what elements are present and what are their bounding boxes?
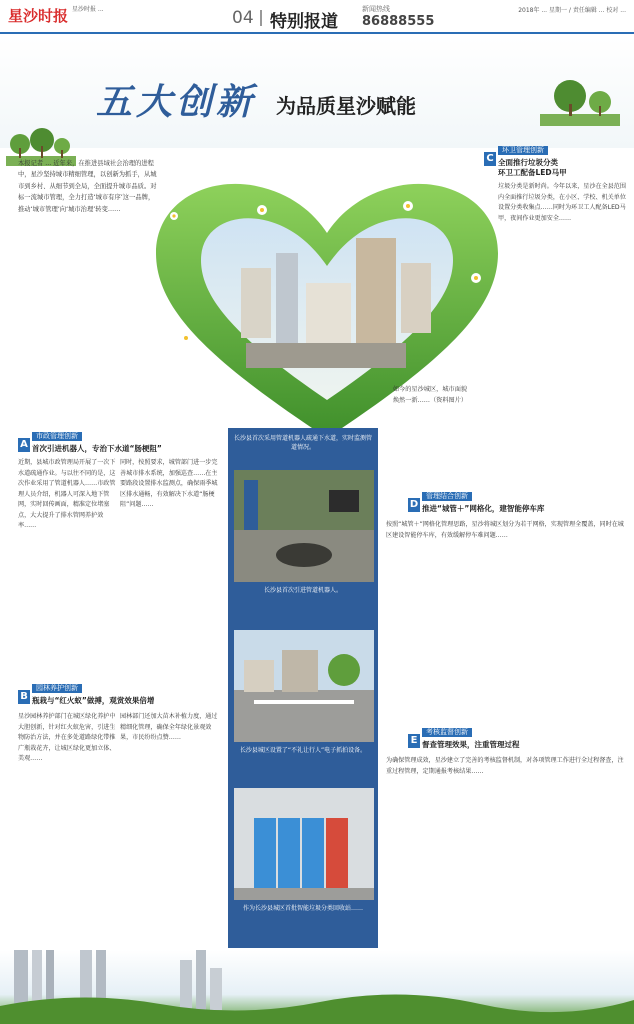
header-divider [260,10,262,26]
section-e-tag: 考核监督创新 [422,728,472,737]
heart-caption: 如今的星沙城区，城市面貌焕然一新……（资料图片） [392,386,468,404]
section-d-badge: D [409,499,419,510]
section-b-subtitle: 瓶栽与“红火蚁”做搏，观赏效果倍增 [32,696,155,705]
section-a-body-right: 同时，按照要求，城管部门进一步完善城市排水系统，加强巡查……在主要路段设置排水监测点，确保雨季城区排水通畅，有效解决下水道“肠梗阻”问题…… [120,459,218,508]
section-b-header [18,684,30,704]
city-skyline-icon [0,950,634,1024]
section-a-subtitle: 首次引进机器人，专治下水道“肠梗阻” [32,444,162,453]
intro-paragraph: 本报记者 ... 近年来，在推进县域社会治理的进程中，星沙坚持城市精细管理，以创新为抓手，从城市到乡村、从细节到全局，全面提升城市品质。对标一流城市管理，全力打造‘城市有序’这一品牌，推动‘城市管理’向‘城市治理’转变…… [18,160,157,213]
street-photo [234,630,374,742]
section-c-tag: 环卫管理创新 [498,146,548,155]
section-c-subtitle: 全面推行垃圾分类 [498,158,558,167]
photo-caption-3: 长沙县城区设置了“不礼让行人”电子抓拍设备。 [239,747,367,754]
section-c-body: 垃圾分类是新时尚。今年以来，星沙在全县范围内全面推行垃圾分类，在小区、学校、机关单位设置分类收集点……同时为环卫工人配备LED马甲，夜间作业更加安全…… [498,183,626,222]
section-c-badge: C [484,152,496,166]
page-header [0,0,634,34]
section-a-header [18,432,30,452]
section-d-subtitle: 推进“城管＋”网格化，建智能停车库 [422,504,545,513]
header-meta: 2018年 ... 星期一 / 责任编辑 ... 校对 ... [518,7,626,14]
headline-sub: 为品质星沙赋能 [276,94,416,118]
recycling-station-photo [234,788,374,900]
hotline-number: 86888555 [362,14,435,29]
section-d-header [408,492,420,512]
section-a-tag: 市政管理创新 [32,432,82,441]
page-number: 04 [232,8,254,28]
logo-subtitle: 星沙时报 ... [72,6,104,13]
section-c-subtitle-2: 环卫工配备LED马甲 [498,168,567,177]
section-e-subtitle: 督查管理效果，注重管理过程 [422,740,520,749]
section-e-body: 为确保管理成效，星沙建立了完善的考核监督机制，对各项管理工作进行全过程督查，注重过程管理，定期通报考核结果…… [386,757,624,775]
section-b-body-right: 园林部门还加大苗木补植力度，通过精细化管理，确保全年绿化景观效果，市民纷纷点赞…… [120,713,218,741]
section-d-tag: 管理结合创新 [422,492,472,501]
section-b-body-left: 星沙园林养护部门在城区绿化养护中大胆创新，针对红火蚁危害，引进生物防治方法，并在多处道路绿化带推广瓶栽花卉，让城区绿化更加立体、美观…… [18,713,116,762]
heart-photo-illustration [146,168,508,450]
newspaper-logo: 星沙时报 [8,7,69,25]
photo-caption-1: 长沙县首次采用管道机器人疏通下水道，实时监测管道情况。 [233,435,372,451]
section-a-badge: A [18,438,30,452]
trees-right-icon [540,76,620,126]
headline-main: 五大创新 [96,81,257,123]
section-e-header [408,728,420,748]
section-a-body-left: 近期，县城市政管理局开展了一次下水道疏通作业。与以往不同的是，这次作业采用了管道机器人……市政管理人员介绍，机器人可深入地下管网，实时回传画面，精准定位堵塞点，大大提升了排水管网养护效率…… [18,459,116,529]
photo-caption-4: 作为长沙县城区首批智能垃圾分类回收站…… [242,905,363,912]
section-title: 特别报道 [270,12,338,32]
section-e-badge: E [408,734,420,748]
section-b-tag: 园林养护创新 [32,684,82,693]
photo-caption-2: 长沙县首次引进管道机器人。 [263,587,342,594]
section-c-header [484,146,496,166]
section-d-body: 按照“城管＋”网格化管理思路，星沙将城区划分为若干网格，实现管理全覆盖，同时在城区建设智能停车库，有效缓解停车难问题…… [386,521,624,539]
robot-photo [234,470,374,582]
section-b-badge: B [18,690,30,704]
hotline-label: 新闻热线 [362,5,390,13]
skyline-footer [0,950,634,1024]
